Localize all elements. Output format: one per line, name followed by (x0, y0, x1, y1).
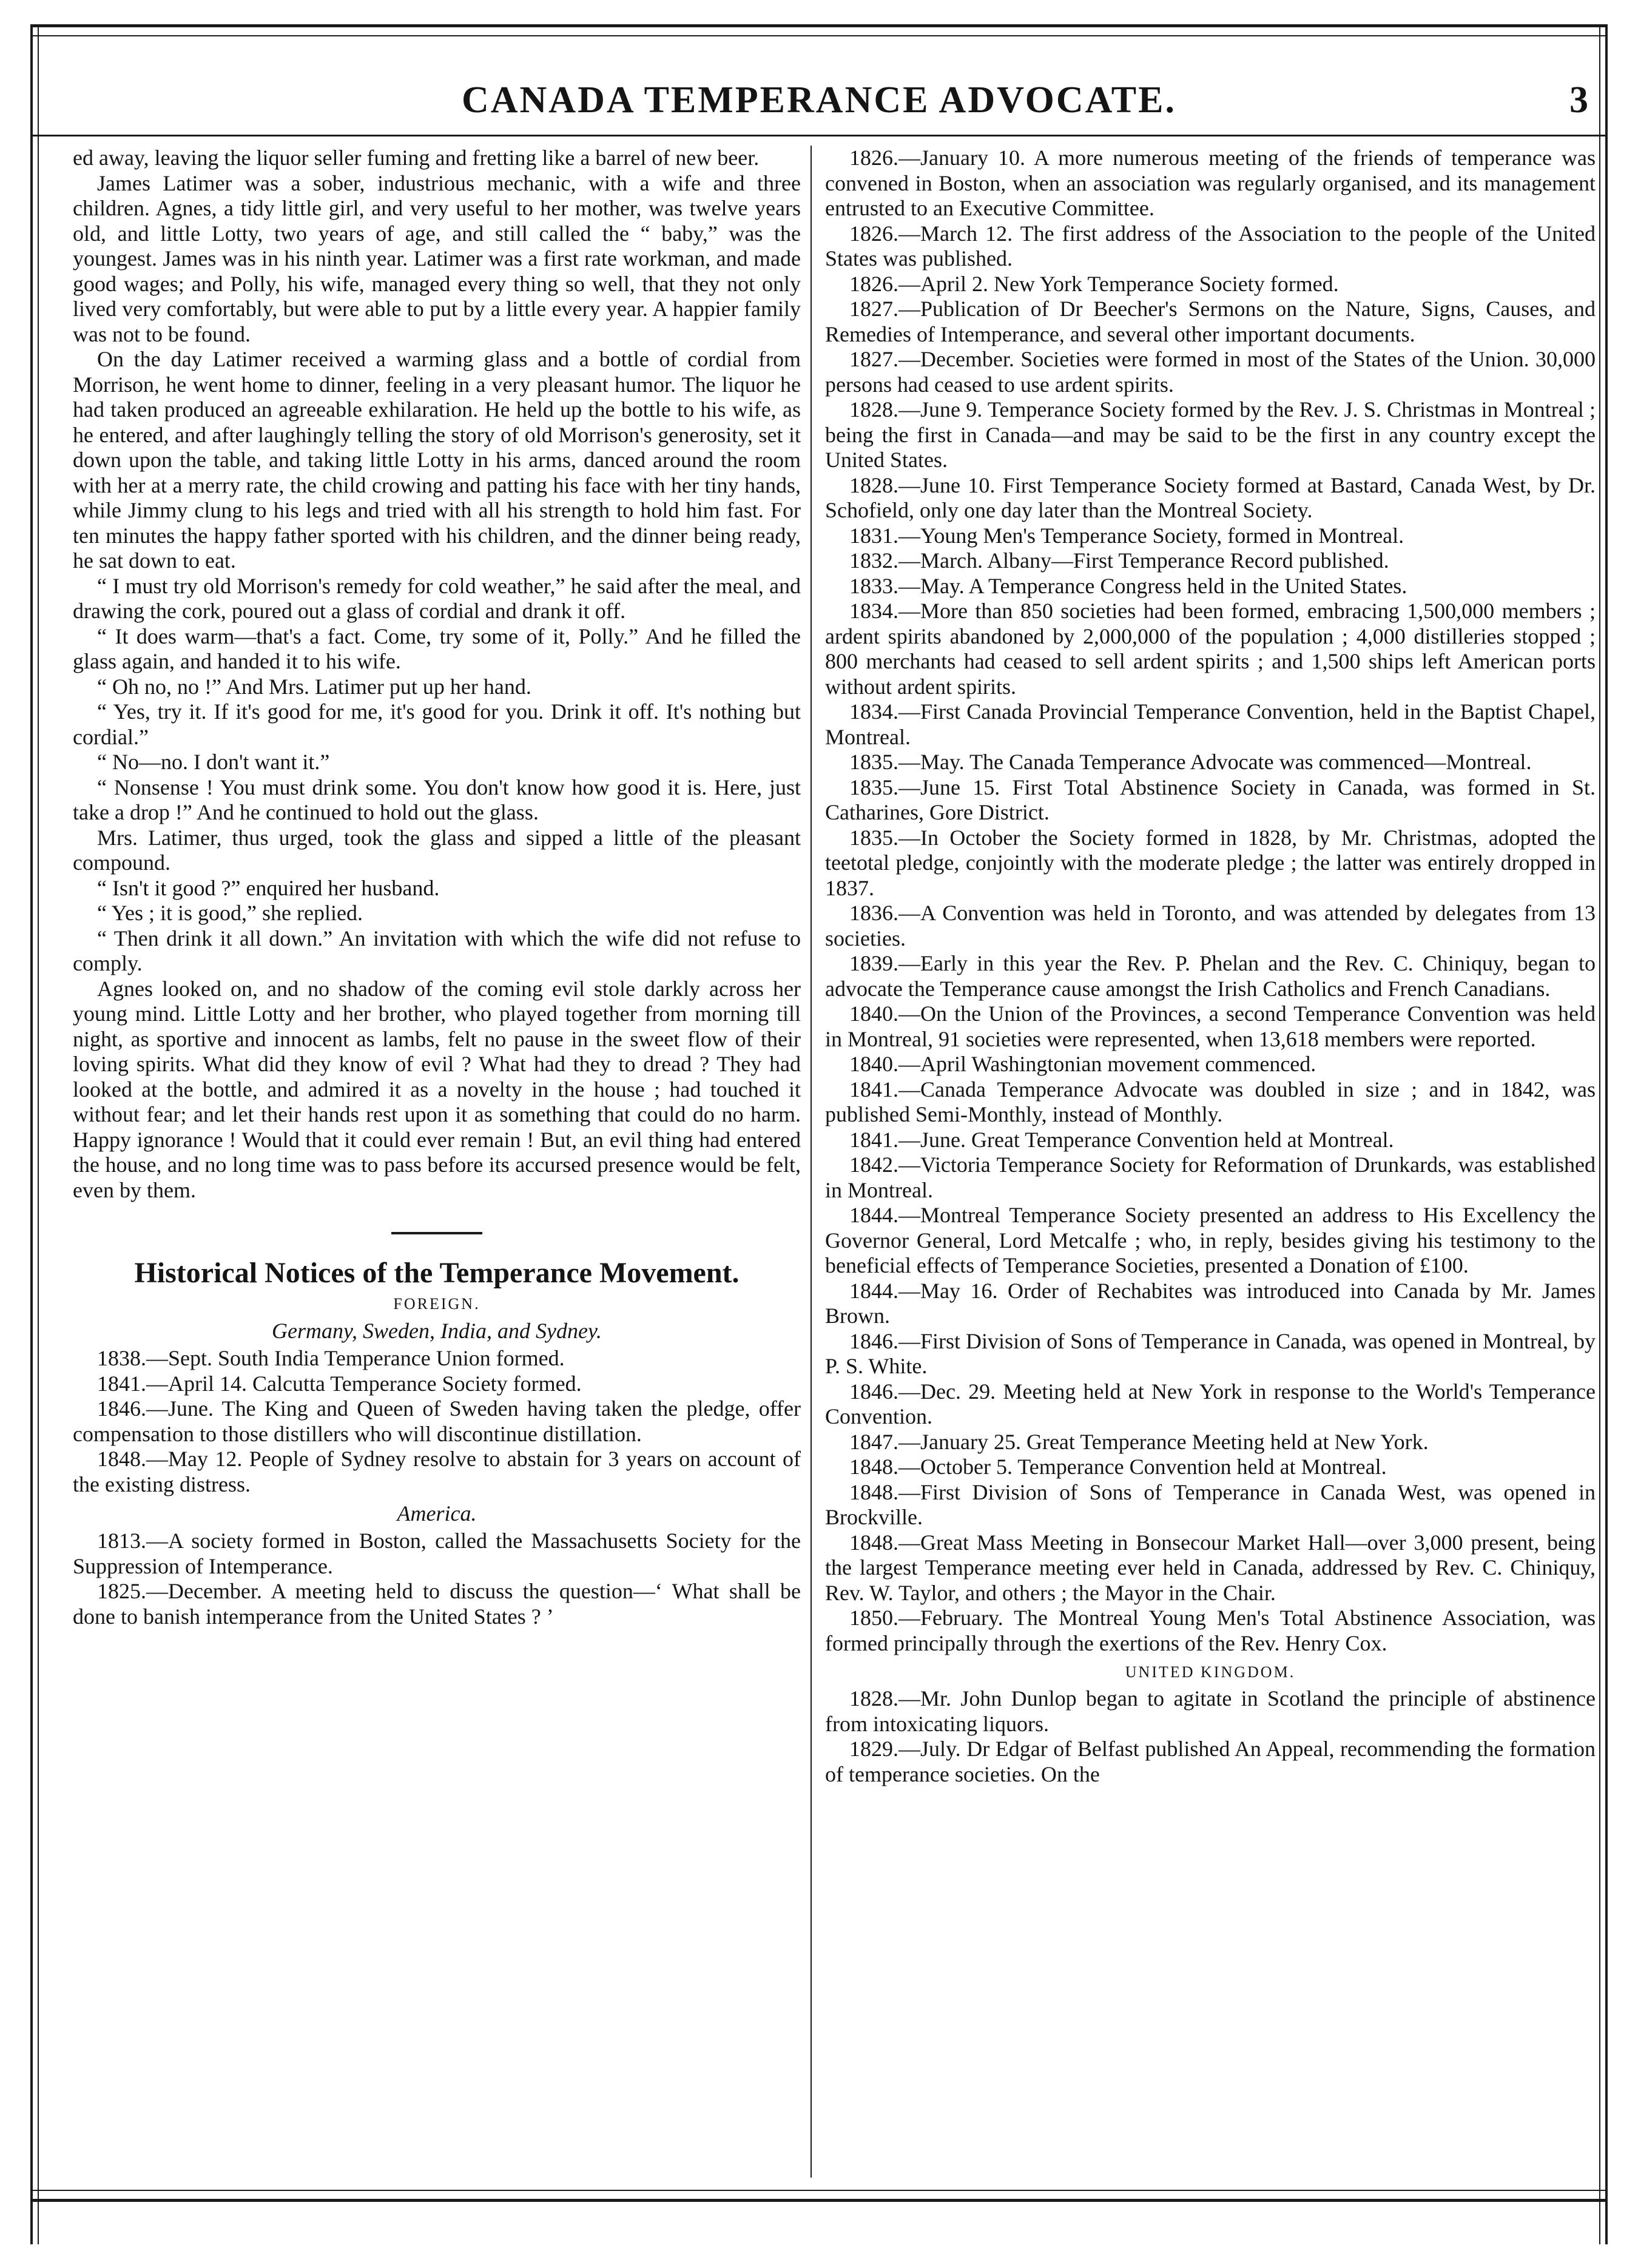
story-paragraph: ed away, leaving the liquor seller fuming and fretting like a barrel of new beer. (73, 146, 760, 170)
chronology-entry: 1848.—First Division of Sons of Temperance in Canada West, was opened in Brockville. (825, 1479, 1596, 1529)
chronology-entry: 1838.—Sept. South India Temperance Union formed. (97, 1346, 565, 1370)
subheading-america: America. (397, 1501, 477, 1526)
story-paragraph: “ Isn't it good ?” enquired her husband. (97, 875, 440, 900)
chronology-entry: 1846.—First Division of Sons of Temperance in Canada, was opened in Montreal, by P. S. White. (825, 1328, 1596, 1378)
chronology-entry: 1825.—December. A meeting held to discuss the question—‘ What shall be done to banish intemperance from the United States ? ’ (73, 1579, 801, 1629)
chronology-entry: 1848.—Great Mass Meeting in Bonsecour Market Hall—over 3,000 present, being the largest Temperance meeting ever held in Canada, addressed by Rev. C. Chiniquy, Rev. W. Taylor, and others ; the Mayor in the Chair. (825, 1530, 1596, 1605)
foreign-entries-list (73, 1346, 801, 1497)
chronology-entry: 1831.—Young Men's Temperance Society, formed in Montreal. (849, 523, 1404, 548)
chronology-entry: 1839.—Early in this year the Rev. P. Phelan and the Rev. C. Chiniquy, began to advocate the Temperance cause amongst the Irish Catholics and French Canadians. (825, 951, 1596, 1001)
right-column (825, 146, 1596, 2178)
uk-entries-list (825, 1686, 1596, 1787)
chronology-entry: 1841.—April 14. Calcutta Temperance Society formed. (97, 1371, 582, 1396)
chronology-entry: 1828.—Mr. John Dunlop began to agitate in Scotland the principle of abstinence from intoxicating liquors. (825, 1686, 1596, 1736)
header-rule (30, 135, 1608, 136)
chronology-entry: 1829.—July. Dr Edgar of Belfast published An Appeal, recommending the formation of temperance societies. On the (825, 1737, 1596, 1786)
story-paragraph: “ Oh no, no !” And Mrs. Latimer put up her hand. (97, 674, 531, 699)
story-paragraph: On the day Latimer received a warming glass and a bottle of cordial from Morrison, he went home to dinner, feeling in a very pleasant humor. The liquor he had taken produced an agreeable exhilaration. He held up the bottle to his wife, as he entered, and after laughingly telling the story of old Morrison's generosity, set it down upon the table, and taking little Lotty in his arms, danced around the room with her at a merry rate, the child crowing and patting his face with her tiny hands, while Jimmy clung to his legs and tried with all his strength to hold him fast. For ten minutes the happy father sported with his children, and the dinner being ready, he sat down to eat. (73, 347, 801, 573)
chronology-entry: 1841.—June. Great Temperance Convention held at Montreal. (849, 1127, 1394, 1152)
bottom-rule-thin (30, 2190, 1608, 2191)
chronology-entry: 1827.—Publication of Dr Beecher's Sermons on the Nature, Signs, Causes, and Remedies of Intemperance, and several other important documents. (825, 297, 1596, 346)
page-number: 3 (1569, 79, 1588, 121)
bottom-rule-thick (30, 2199, 1608, 2202)
chronology-entry: 1836.—A Convention was held in Toronto, and was attended by delegates from 13 societies. (825, 901, 1596, 951)
subheading-foreign: FOREIGN. (393, 1295, 480, 1313)
chronology-entry: 1832.—March. Albany—First Temperance Record published. (849, 548, 1389, 573)
chronology-entry: 1826.—March 12. The first address of the Association to the people of the United States was published. (825, 221, 1596, 271)
america-entries-continued (825, 146, 1596, 1656)
chronology-entry: 1846.—Dec. 29. Meeting held at New York in response to the World's Temperance Convention. (825, 1379, 1596, 1428)
america-entries-list (73, 1529, 801, 1629)
chronology-entry: 1840.—On the Union of the Provinces, a second Temperance Convention was held in Montreal, 91 societies were represented, when 13,618 members were reported. (825, 1001, 1596, 1051)
chronology-entry: 1850.—February. The Montreal Young Men's Total Abstinence Association, was formed principally through the exertions of the Rev. Henry Cox. (825, 1606, 1596, 1655)
story-paragraph: “ Nonsense ! You must drink some. You don't know how good it is. Here, just take a drop !” And he continued to hold out the glass. (73, 775, 801, 824)
chronology-entry: 1842.—Victoria Temperance Society for Reformation of Drunkards, was established in Montreal. (825, 1153, 1596, 1202)
left-column (73, 146, 801, 2178)
chronology-entry: 1828.—June 9. Temperance Society formed by the Rev. J. S. Christmas in Montreal ; being the first in Canada—and may be said to be the first in any country except the United States. (825, 397, 1596, 472)
top-rule-thick (30, 24, 1608, 27)
section-separator (391, 1232, 482, 1234)
subheading-countries: Germany, Sweden, India, and Sydney. (272, 1319, 602, 1343)
chronology-entry: 1826.—January 10. A more numerous meeting of the friends of temperance was convened in Boston, when an association was regularly organised, and its management entrusted to an Executive Committee. (825, 146, 1596, 220)
story-paragraph: “ I must try old Morrison's remedy for cold weather,” he said after the meal, and drawing the cork, poured out a glass of cordial and drank it off. (73, 573, 801, 623)
chronology-entry: 1840.—April Washingtonian movement commenced. (849, 1052, 1316, 1076)
story-paragraph: “ No—no. I don't want it.” (97, 750, 330, 774)
chronology-entry: 1813.—A society formed in Boston, called the Massachusetts Society for the Suppression of Intemperance. (73, 1529, 801, 1578)
story-paragraph: “ Yes, try it. If it's good for me, it's good for you. Drink it off. It's nothing but cordial.” (73, 699, 801, 749)
top-rule-thin (30, 35, 1608, 36)
story-paragraph: James Latimer was a sober, industrious mechanic, with a wife and three children. Agnes, a tidy little girl, and very useful to her mother, was twelve years old, and little Lotty, two years of age, and still called the “ baby,” was the youngest. James was in his ninth year. Latimer was a first rate workman, and made good wages; and Polly, his wife, managed every thing so well, that they not only lived very comfortably, but were able to put by a little every year. A happier family was not to be found. (73, 170, 801, 346)
story-paragraph: “ Yes ; it is good,” she replied. (97, 901, 363, 925)
chronology-entry: 1834.—First Canada Provincial Temperance Convention, held in the Baptist Chapel, Montreal. (825, 699, 1596, 749)
subheading-united-kingdom: UNITED KINGDOM. (1125, 1663, 1296, 1681)
chronology-entry: 1846.—June. The King and Queen of Sweden having taken the pledge, offer compensation to those distillers who will discontinue distillation. (73, 1396, 801, 1446)
chronology-entry: 1847.—January 25. Great Temperance Meeting held at New York. (849, 1429, 1429, 1454)
chronology-entry: 1841.—Canada Temperance Advocate was doubled in size ; and in 1842, was published Semi-Monthly, instead of Monthly. (825, 1077, 1596, 1126)
story-paragraph: Agnes looked on, and no shadow of the coming evil stole darkly across her young mind. Little Lotty and her brother, who played together from morning till night, as sportive and innocent as lambs, felt no pause in the sweet flow of their loving spirits. What did they know of evil ? What had they to dread ? They had looked at the bottle, and admired it as a novelty in the house ; had touched it without fear; and let their hands rest upon it as something that could do no harm. Happy ignorance ! Would that it could ever remain ! But, an evil thing had entered the house, and no long time was to pass before its accursed presence would be felt, even by them. (73, 976, 801, 1202)
chronology-entry: 1835.—May. The Canada Temperance Advocate was commenced—Montreal. (849, 750, 1532, 774)
section-heading: Historical Notices of the Temperance Movement. (134, 1257, 740, 1289)
column-divider (811, 146, 812, 2178)
story-paragraph: Mrs. Latimer, thus urged, took the glass and sipped a little of the pleasant compound. (73, 825, 801, 875)
chronology-entry: 1833.—May. A Temperance Congress held in the United States. (849, 573, 1407, 598)
chronology-entry: 1848.—October 5. Temperance Convention held at Montreal. (849, 1455, 1387, 1479)
chronology-entry: 1827.—December. Societies were formed in most of the States of the Union. 30,000 persons had ceased to use ardent spirits. (825, 347, 1596, 397)
story-paragraph: “ Then drink it all down.” An invitation with which the wife did not refuse to comply. (73, 926, 801, 975)
chronology-entry: 1844.—Montreal Temperance Society presented an address to His Excellency the Governor General, Lord Metcalfe ; who, in reply, besides giving his testimony to the beneficial effects of Temperance Societies, presented a Donation of £100. (825, 1203, 1596, 1277)
story-paragraph: “ It does warm—that's a fact. Come, try some of it, Polly.” And he filled the glass again, and handed it to his wife. (73, 624, 801, 673)
story-text (73, 146, 801, 1203)
chronology-entry: 1835.—In October the Society formed in 1828, by Mr. Christmas, adopted the teetotal pledge, conjointly with the moderate pledge ; the latter was entirely dropped in 1837. (825, 825, 1596, 900)
chronology-entry: 1826.—April 2. New York Temperance Society formed. (849, 271, 1339, 296)
chronology-entry: 1844.—May 16. Order of Rechabites was introduced into Canada by Mr. James Brown. (825, 1278, 1596, 1328)
chronology-entry: 1848.—May 12. People of Sydney resolve to abstain for 3 years on account of the existing distress. (73, 1447, 801, 1496)
chronology-entry: 1834.—More than 850 societies had been formed, embracing 1,500,000 members ; ardent spirits abandoned by 2,000,000 of the population ; 4,000 distilleries stopped ; 800 merchants had ceased to sell ardent spirits ; and 1,500 ships left American ports without ardent spirits. (825, 599, 1596, 699)
chronology-entry: 1835.—June 15. First Total Abstinence Society in Canada, was formed in St. Catharines, Gore District. (825, 775, 1596, 824)
chronology-entry: 1828.—June 10. First Temperance Society formed at Bastard, Canada West, by Dr. Schofield, only one day later than the Montreal Society. (825, 473, 1596, 522)
running-title: CANADA TEMPERANCE ADVOCATE. (461, 79, 1177, 121)
